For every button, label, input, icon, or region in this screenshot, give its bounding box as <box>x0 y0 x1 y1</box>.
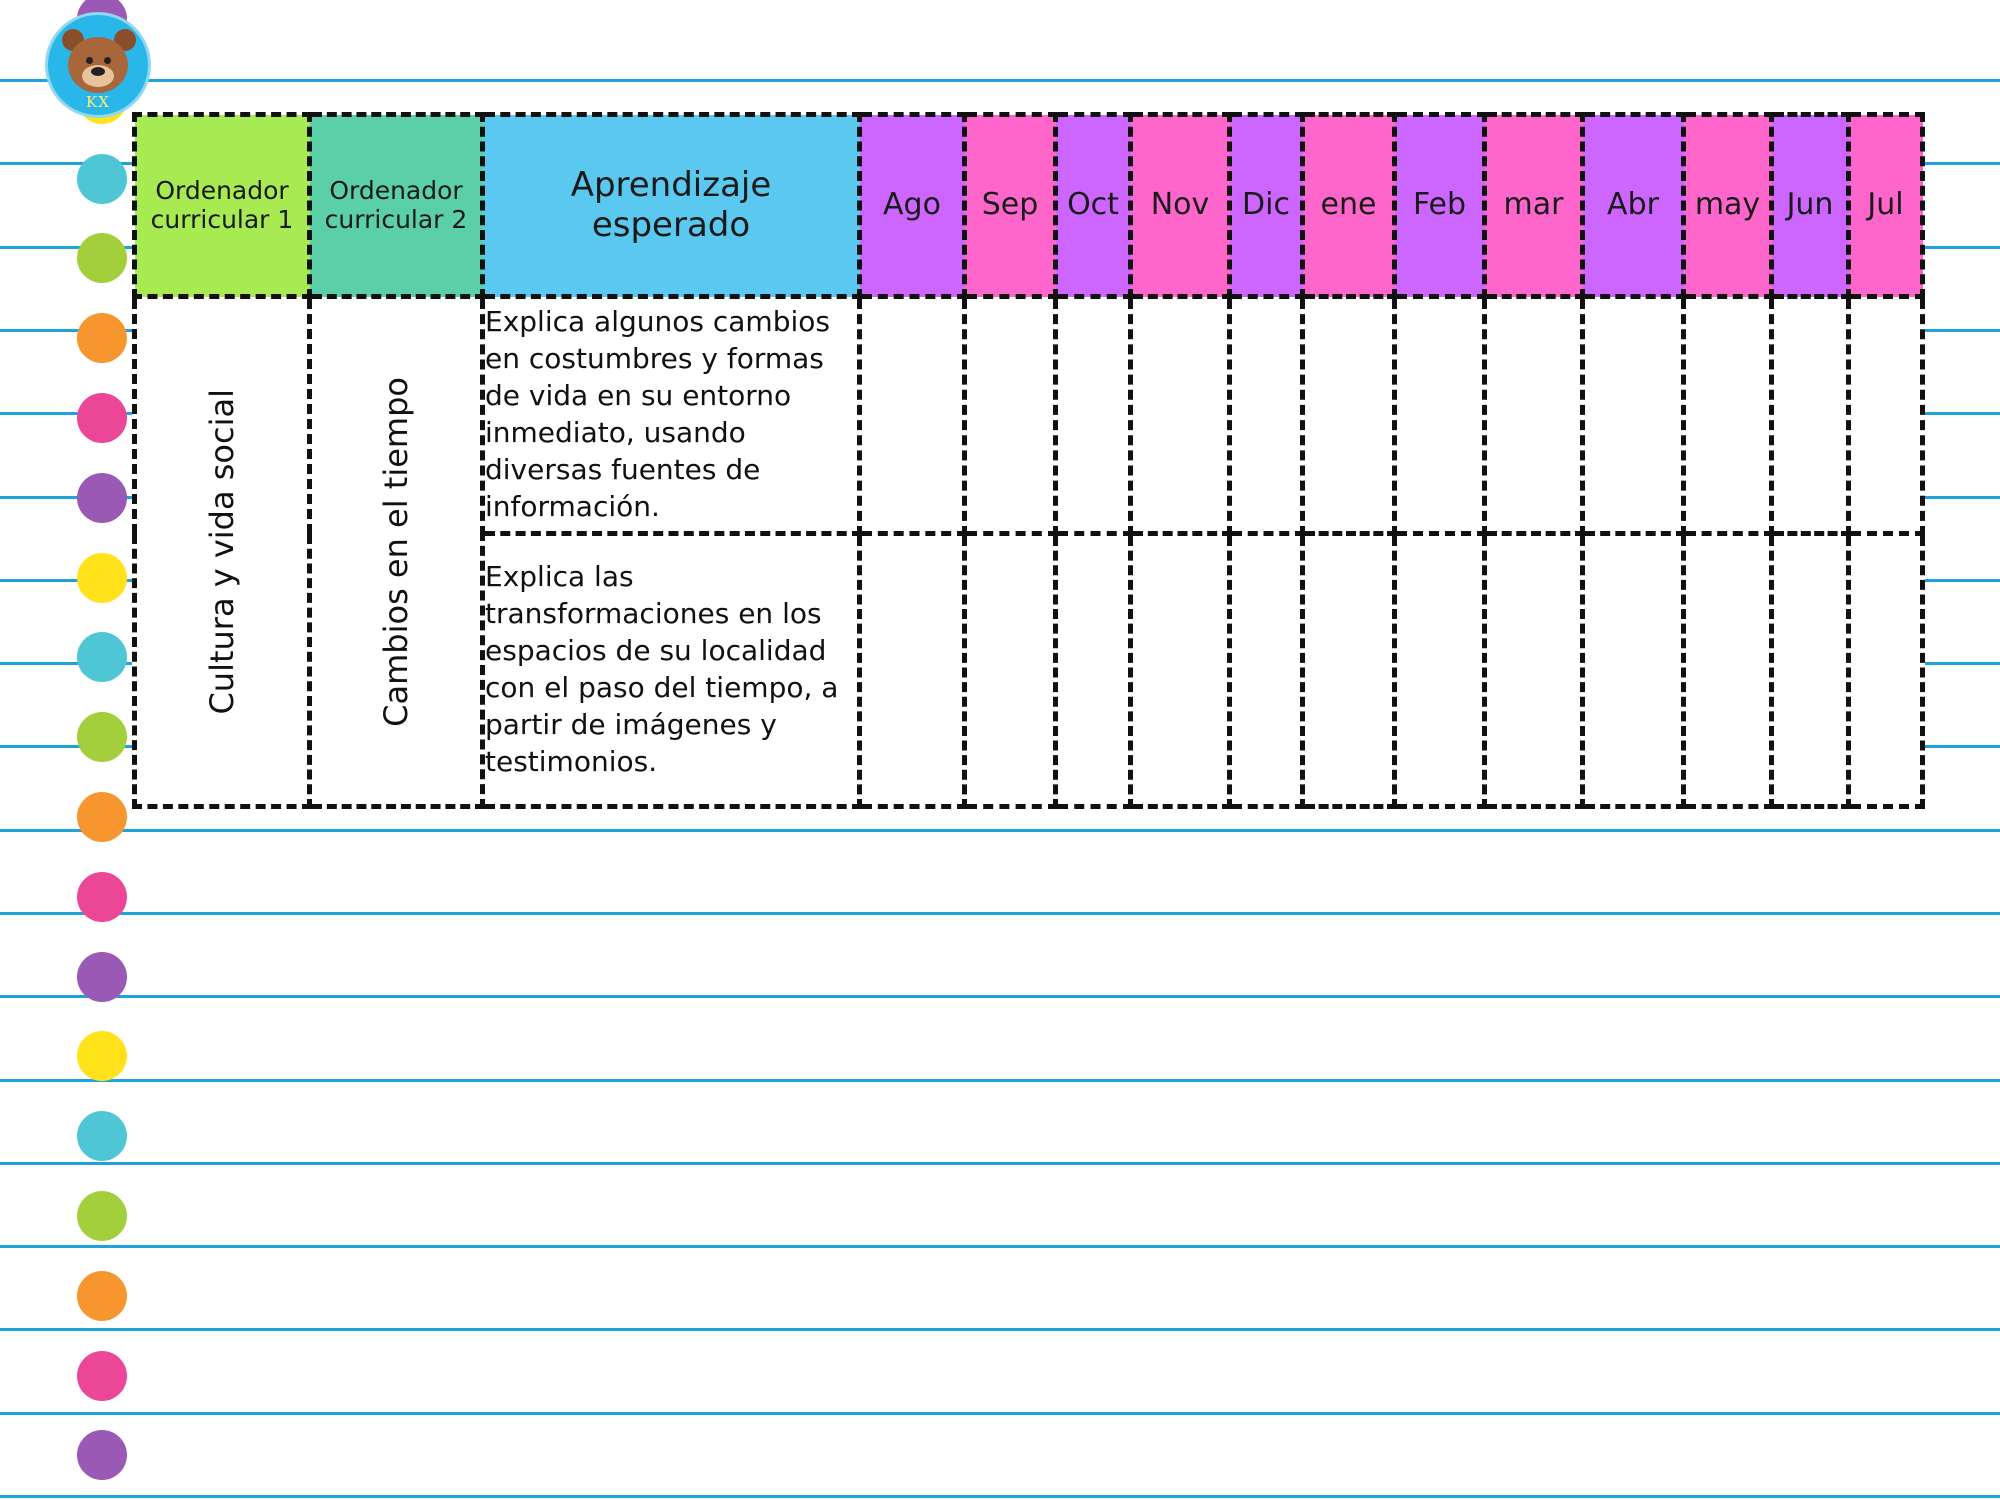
month-header-mar: mar <box>1485 115 1583 297</box>
month-cell[interactable] <box>1849 534 1923 807</box>
month-cell[interactable] <box>1684 534 1772 807</box>
ordenador-1-value: Cultura y vida social <box>203 388 241 715</box>
header-row <box>135 115 1923 297</box>
month-cell[interactable] <box>1772 297 1849 534</box>
month-header-sep: Sep <box>965 115 1056 297</box>
bear-eye-icon <box>86 57 93 64</box>
binder-dot <box>77 233 127 283</box>
header-ordenador-2 <box>310 115 483 297</box>
month-cell[interactable] <box>965 297 1056 534</box>
month-header-jul: Jul <box>1849 115 1923 297</box>
month-header-ene: ene <box>1303 115 1395 297</box>
month-header-abr: Abr <box>1583 115 1684 297</box>
header-ordenador-1 <box>135 115 310 297</box>
bear-logo <box>45 12 151 118</box>
month-header-ago: Ago <box>860 115 965 297</box>
month-header-feb: Feb <box>1395 115 1485 297</box>
month-header-jun: Jun <box>1772 115 1849 297</box>
month-cell[interactable] <box>1684 297 1772 534</box>
month-cell[interactable] <box>860 297 965 534</box>
month-cell[interactable] <box>1485 297 1583 534</box>
month-cell[interactable] <box>1131 297 1230 534</box>
binder-dot <box>77 393 127 443</box>
month-cell[interactable] <box>1583 297 1684 534</box>
month-cell[interactable] <box>1583 534 1684 807</box>
binder-dot <box>77 632 127 682</box>
month-header-oct: Oct <box>1056 115 1131 297</box>
aprendizaje-cell: Explica algunos cambios en costumbres y formas de vida en su entorno inmediato, usando diversas fuentes de información. <box>483 297 860 534</box>
header-ordenador-2-label: Ordenador curricular 2 <box>324 175 468 234</box>
month-header-nov: Nov <box>1131 115 1230 297</box>
month-cell[interactable] <box>1303 534 1395 807</box>
binder-dot <box>77 712 127 762</box>
ordenador-2-cell <box>310 297 483 807</box>
binder-dot <box>77 1351 127 1401</box>
binder-dot <box>77 872 127 922</box>
month-cell[interactable] <box>1230 534 1303 807</box>
month-cell[interactable] <box>1395 297 1485 534</box>
binder-dot <box>77 473 127 523</box>
month-cell[interactable] <box>1131 534 1230 807</box>
month-header-dic: Dic <box>1230 115 1303 297</box>
header-ordenador-1-label: Ordenador curricular 1 <box>150 175 294 234</box>
table-row <box>135 297 1923 534</box>
binder-dot <box>77 792 127 842</box>
binder-dot <box>77 313 127 363</box>
ordenador-2-value: Cambios en el tiempo <box>377 376 415 727</box>
month-cell[interactable] <box>1772 534 1849 807</box>
binder-dot <box>77 1031 127 1081</box>
binder-dot <box>77 1271 127 1321</box>
month-cell[interactable] <box>1395 534 1485 807</box>
month-cell[interactable] <box>860 534 965 807</box>
header-aprendizaje <box>483 115 860 297</box>
header-aprendizaje-label: Aprendizaje esperado <box>570 165 772 245</box>
binder-dot <box>77 1111 127 1161</box>
binder-dot <box>77 952 127 1002</box>
month-header-may: may <box>1684 115 1772 297</box>
ordenador-1-cell <box>135 297 310 807</box>
logo-tag: KX <box>86 93 110 111</box>
binder-dot <box>77 154 127 204</box>
aprendizaje-cell: Explica las transformaciones en los espacios de su localidad con el paso del tiempo, a partir de imágenes y testimonios. <box>483 534 860 807</box>
month-cell[interactable] <box>1303 297 1395 534</box>
bear-eye-icon <box>104 57 111 64</box>
month-cell[interactable] <box>1485 534 1583 807</box>
binder-dot <box>77 553 127 603</box>
month-cell[interactable] <box>965 534 1056 807</box>
planning-table <box>132 112 1925 809</box>
month-cell[interactable] <box>1056 297 1131 534</box>
month-cell[interactable] <box>1056 534 1131 807</box>
binder-dot <box>77 1430 127 1480</box>
binder-dot <box>77 1191 127 1241</box>
month-cell[interactable] <box>1849 297 1923 534</box>
month-cell[interactable] <box>1230 297 1303 534</box>
bear-nose-icon <box>91 67 105 76</box>
